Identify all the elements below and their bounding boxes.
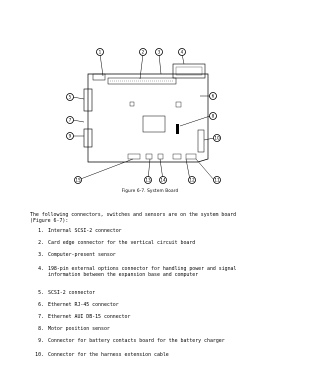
- bottom-connector: [146, 154, 152, 159]
- list-item: 1. Internal SCSI-2 connector: [38, 228, 122, 234]
- list-item: 10. Connector for the harness extension cable: [35, 352, 169, 358]
- list-item: 6. Ethernet RJ-45 connector: [38, 302, 119, 308]
- list-item: 7. Ethernet AUI DB-15 connector: [38, 314, 131, 320]
- svg-text:10: 10: [214, 135, 220, 141]
- bottom-connector: [173, 154, 181, 159]
- bottom-connector: [128, 154, 140, 159]
- svg-text:14: 14: [160, 177, 166, 183]
- intro-line-2: (Figure 6-7):: [30, 218, 69, 224]
- intro-line-1: The following connectors, switches and sensors are on the system board: [30, 212, 237, 218]
- svg-text:15: 15: [75, 177, 81, 183]
- internal-scsi-connector: [93, 74, 105, 80]
- external-options-connector: [173, 64, 205, 78]
- system-board-figure: [58, 44, 228, 184]
- callout-10: [214, 135, 221, 142]
- callout-1: [97, 49, 104, 56]
- svg-text:9: 9: [68, 133, 72, 139]
- svg-text:3: 3: [157, 49, 161, 55]
- list-item: 5. SCSI-2 connector: [38, 290, 96, 296]
- callout-8: [210, 113, 217, 120]
- svg-text:1: 1: [98, 49, 102, 55]
- list-item: 9. Connector for battery contacts board for the battery charger: [38, 338, 225, 344]
- harness-connector: [198, 130, 204, 152]
- callout-14: [160, 177, 167, 184]
- bottom-connector: [158, 154, 163, 159]
- callout-5: [67, 94, 74, 101]
- callout-15: [75, 177, 82, 184]
- svg-text:8: 8: [211, 113, 215, 119]
- svg-text:7: 7: [68, 117, 72, 123]
- list-item: 4. 198-pin external options connector for handling power and signal: [38, 266, 237, 272]
- callout-4: [179, 49, 186, 56]
- callout-2: [140, 49, 147, 56]
- svg-text:6: 6: [211, 93, 215, 99]
- callout-11: [214, 177, 221, 184]
- callout-9: [67, 133, 74, 140]
- svg-text:11: 11: [214, 177, 220, 183]
- figure-caption: Figure 6-7. System Board: [121, 189, 179, 194]
- svg-text:2: 2: [141, 49, 145, 55]
- callout-6: [210, 93, 217, 100]
- svg-text:12: 12: [189, 177, 195, 183]
- chip: [176, 102, 181, 107]
- chip: [143, 116, 165, 132]
- callout-3: [156, 49, 163, 56]
- list-item: 2. Card edge connector for the vertical circuit board: [38, 240, 196, 246]
- list-item: 3. Computer-present sensor: [38, 252, 116, 258]
- svg-text:13: 13: [145, 177, 151, 183]
- chip: [176, 124, 179, 134]
- list-item-continuation: information between the expansion base and computer: [48, 272, 199, 278]
- callout-13: [145, 177, 152, 184]
- svg-text:5: 5: [68, 94, 72, 100]
- svg-text:4: 4: [180, 49, 184, 55]
- list-item: 8. Motor position sensor: [38, 326, 110, 332]
- callout-7: [67, 117, 74, 124]
- bottom-connector: [186, 154, 196, 159]
- chip: [130, 102, 134, 106]
- callout-12: [189, 177, 196, 184]
